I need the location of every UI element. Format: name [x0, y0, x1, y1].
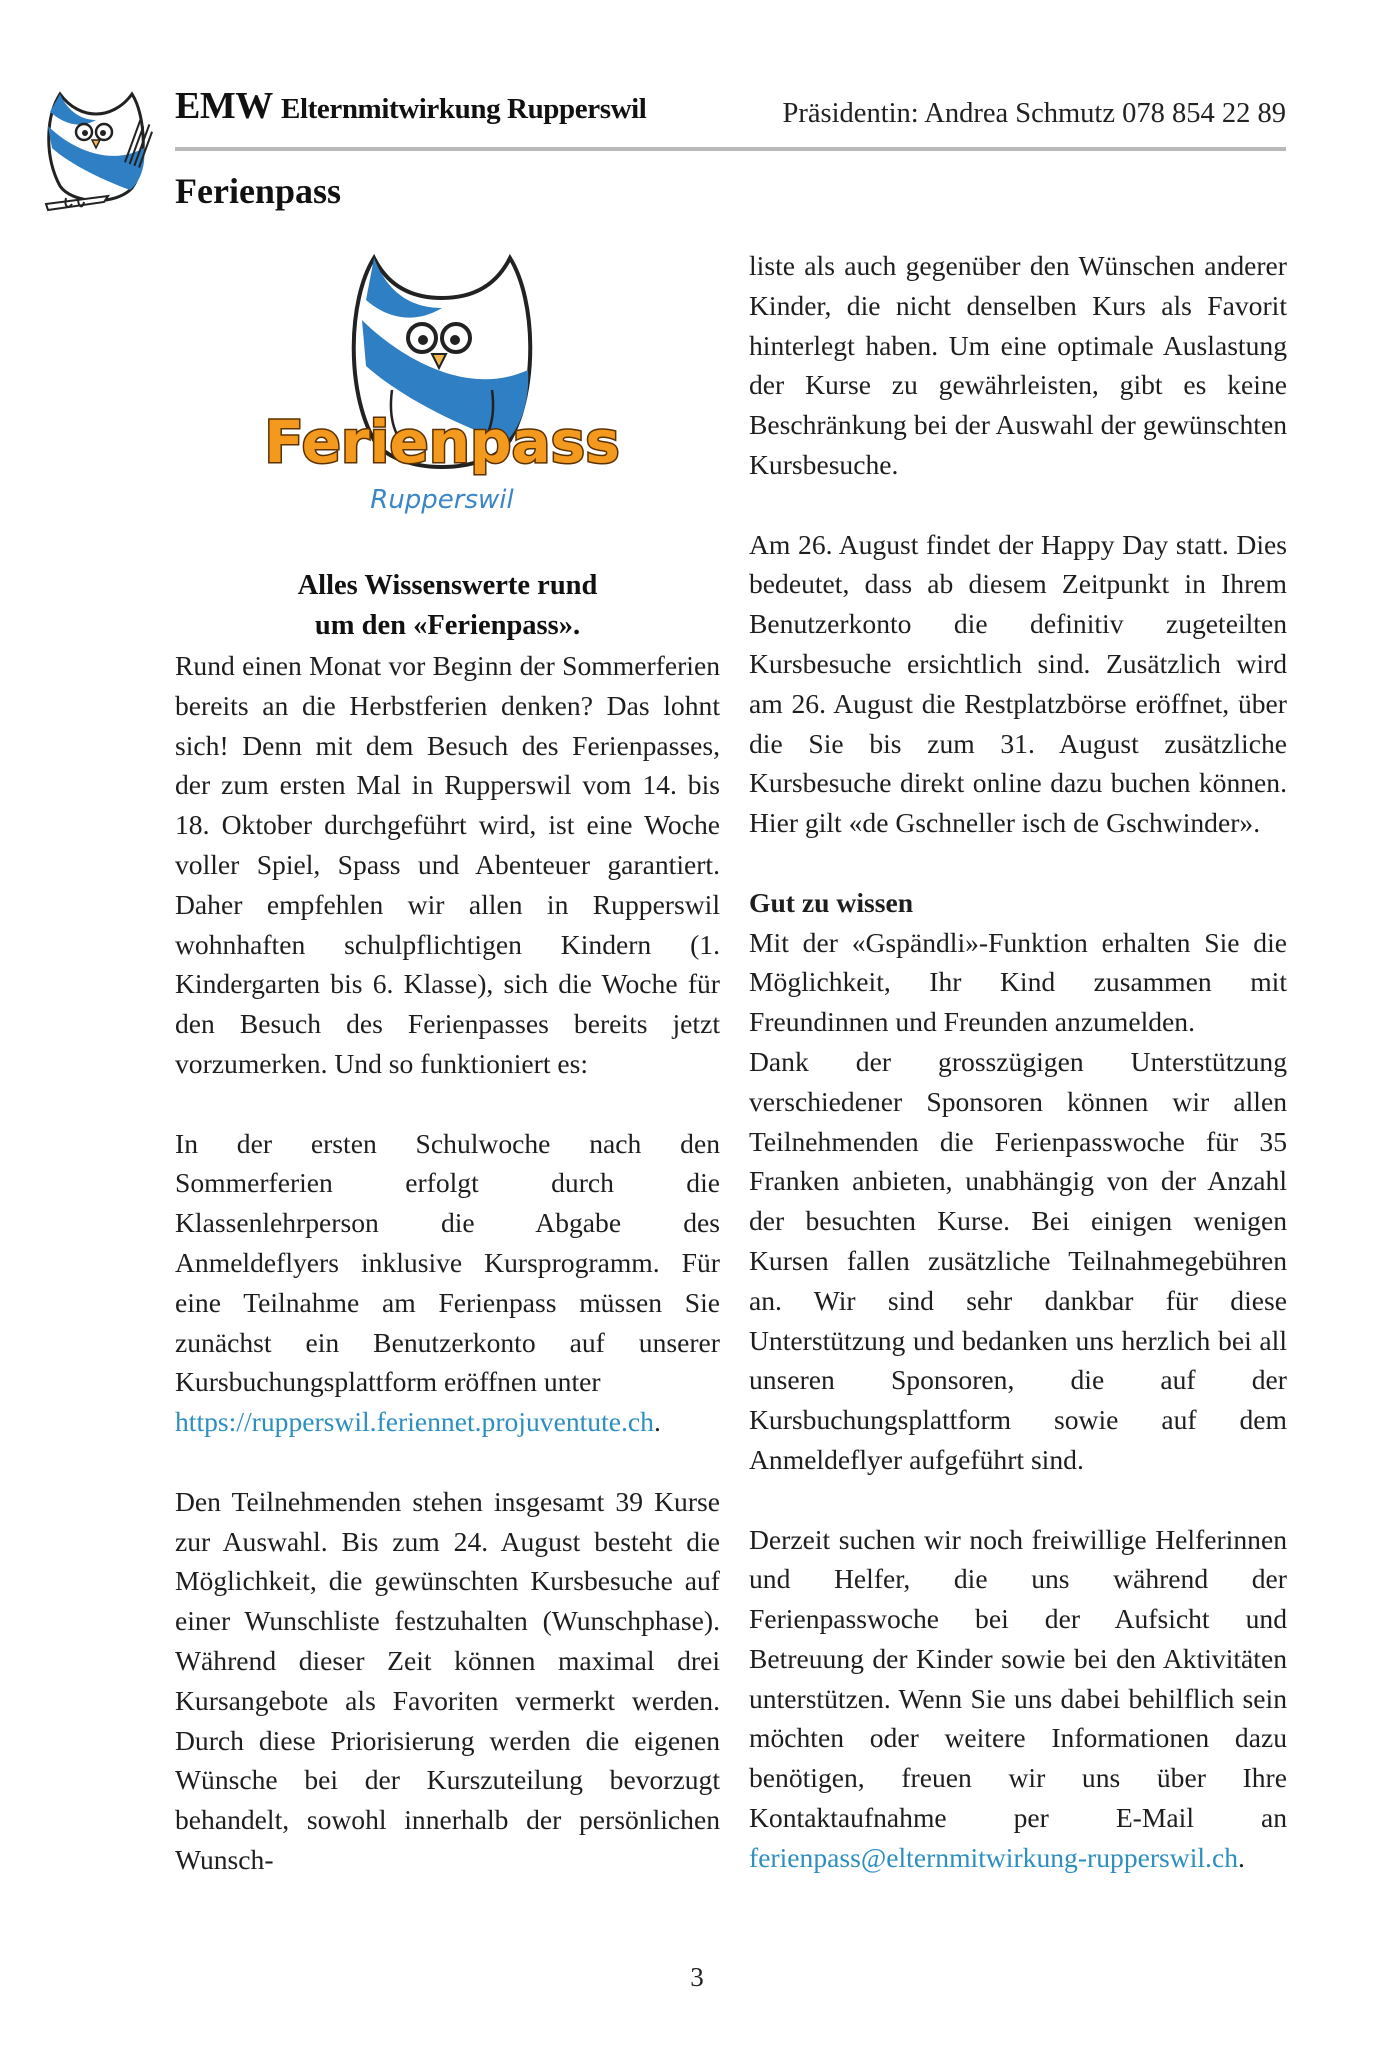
- paragraph-registration-end: .: [653, 1406, 661, 1438]
- org-name: Elternmitwirkung Rupperswil: [281, 93, 647, 125]
- owl-logo-icon: [38, 86, 163, 216]
- left-column: [175, 646, 720, 1880]
- ferienpass-logo: [264, 250, 620, 518]
- paragraph-courses-continued: liste als auch gegenüber den Wünschen anderer Kinder, die nicht denselben Kurs als Favorit hinterlegt haben. Um eine optimale Auslastung der Kurse zu gewährleisten, gibt es keine Beschränkung bei der Auswahl der gewünschten Kursbesuche.: [749, 250, 1287, 480]
- section-title: Ferienpass: [175, 171, 341, 211]
- paragraph-volunteers-end: .: [1238, 1841, 1245, 1873]
- paragraph-registration: [175, 1124, 720, 1442]
- paragraph-sponsors: Dank der grosszügigen Unterstützung verschiedener Sponsoren können wir allen Teilnehmenden die Ferienpasswoche für 35 Franken anbieten, unabhängig von der Anzahl der besuchten Kurse. Bei einigen wenigen Kursen fallen zusätzliche Teilnahmegebühren an. Wir sind sehr dankbar für diese Unterstützung und bedanken uns herzlich bei all unseren Sponsoren, die auf der Kursbuchungsplattform sowie auf dem Anmeldeflyer aufgeführt sind.: [749, 1045, 1287, 1475]
- header-divider: [175, 147, 1286, 151]
- heading-good-to-know: Gut zu wissen: [749, 886, 914, 918]
- org-abbr: EMW: [175, 85, 273, 127]
- paragraph-intro: Rund einen Monat vor Beginn der Sommerferien bereits an die Herbstferien denken? Das lohnt sich! Denn mit dem Besuch des Ferienpasses, der zum ersten Mal in Rupperswil vom 14. bis 18. Oktober durchgeführt wird, ist eine Woche voller Spiel, Spass und Abenteuer garantiert. Daher empfehlen wir allen in Rupperswil wohnhaften schulpflichtigen Kindern (1. Kindergarten bis 6. Klasse), sich die Woche für den Besuch des Ferienpasses bereits jetzt vorzumerken. Und so funktioniert es:: [175, 650, 720, 1079]
- paragraph-registration-text: In der ersten Schulwoche nach den Sommerferien erfolgt durch die Klassenlehrperson die Abgabe des Anmeldeflyers inklusive Kursprogramm. Für eine Teilnahme am Ferienpass müssen Sie zunächst ein Benutzerkonto auf unserer Kursbuchungsplattform eröffnen unter: [175, 1127, 720, 1398]
- paragraph-volunteers-text: Derzeit suchen wir noch freiwillige Helferinnen und Helfer, die uns während der Ferienpasswoche bei der Aufsicht und Betreuung der Kinder sowie bei den Aktivitäten unterstützen. Wenn Sie uns dabei behilflich sein möchten oder weitere Informationen dazu benötigen, freuen wir uns über Ihre Kontaktaufnahme per E-Mail an: [749, 1523, 1287, 1834]
- right-column: [749, 246, 1287, 1878]
- booking-platform-link[interactable]: https://rupperswil.feriennet.projuventute.ch: [175, 1406, 654, 1438]
- paragraph-happy-day: Am 26. August findet der Happy Day statt. Dies bedeutet, dass ab diesem Zeitpunkt in Ihrem Benutzerkonto die definitiv zugeteilten Kursbesuche ersichtlich sind. Zusätzlich wird am 26. August die Restplatzbörse eröffnet, über die Sie bis zum 31. August zusätzliche Kursbesuche direkt online dazu buchen können. Hier gilt «de Gschneller isch de Gschwinder».: [749, 528, 1287, 839]
- article-title: [175, 566, 720, 646]
- paragraph-volunteers: [749, 1520, 1287, 1878]
- paragraph-gspaendli: Mit der «Gspändli»-Funktion erhalten Sie die Möglichkeit, Ihr Kind zusammen mit Freundinnen und Freunden anzumelden.: [749, 926, 1287, 1038]
- president-contact: Präsidentin: Andrea Schmutz 078 854 22 89: [782, 98, 1286, 129]
- paragraph-courses: Den Teilnehmenden stehen insgesamt 39 Kurse zur Auswahl. Bis zum 24. August besteht die Möglichkeit, die gewünschten Kursbesuche auf einer Wunschliste festzuhalten (Wunschphase). Während dieser Zeit können maximal drei Kursangebote als Favoriten vermerkt werden. Durch diese Priorisierung werden die eigenen Wünsche bei der Kurszuteilung bevorzugt behandelt, sowohl innerhalb der persönlichen Wunsch-: [175, 1485, 720, 1875]
- contact-email-link[interactable]: ferienpass@elternmitwirkung-rupperswil.ch: [749, 1841, 1238, 1873]
- page-number: 3: [690, 1962, 704, 1992]
- ferienpass-logo-subtitle: Rupperswil: [370, 485, 514, 515]
- ferienpass-logo-title: Ferienpass: [264, 408, 620, 476]
- article-title-line1: Alles Wissenswerte rund: [297, 570, 598, 601]
- article-title-line2: um den «Ferienpass».: [314, 610, 581, 641]
- org-title: [175, 84, 646, 128]
